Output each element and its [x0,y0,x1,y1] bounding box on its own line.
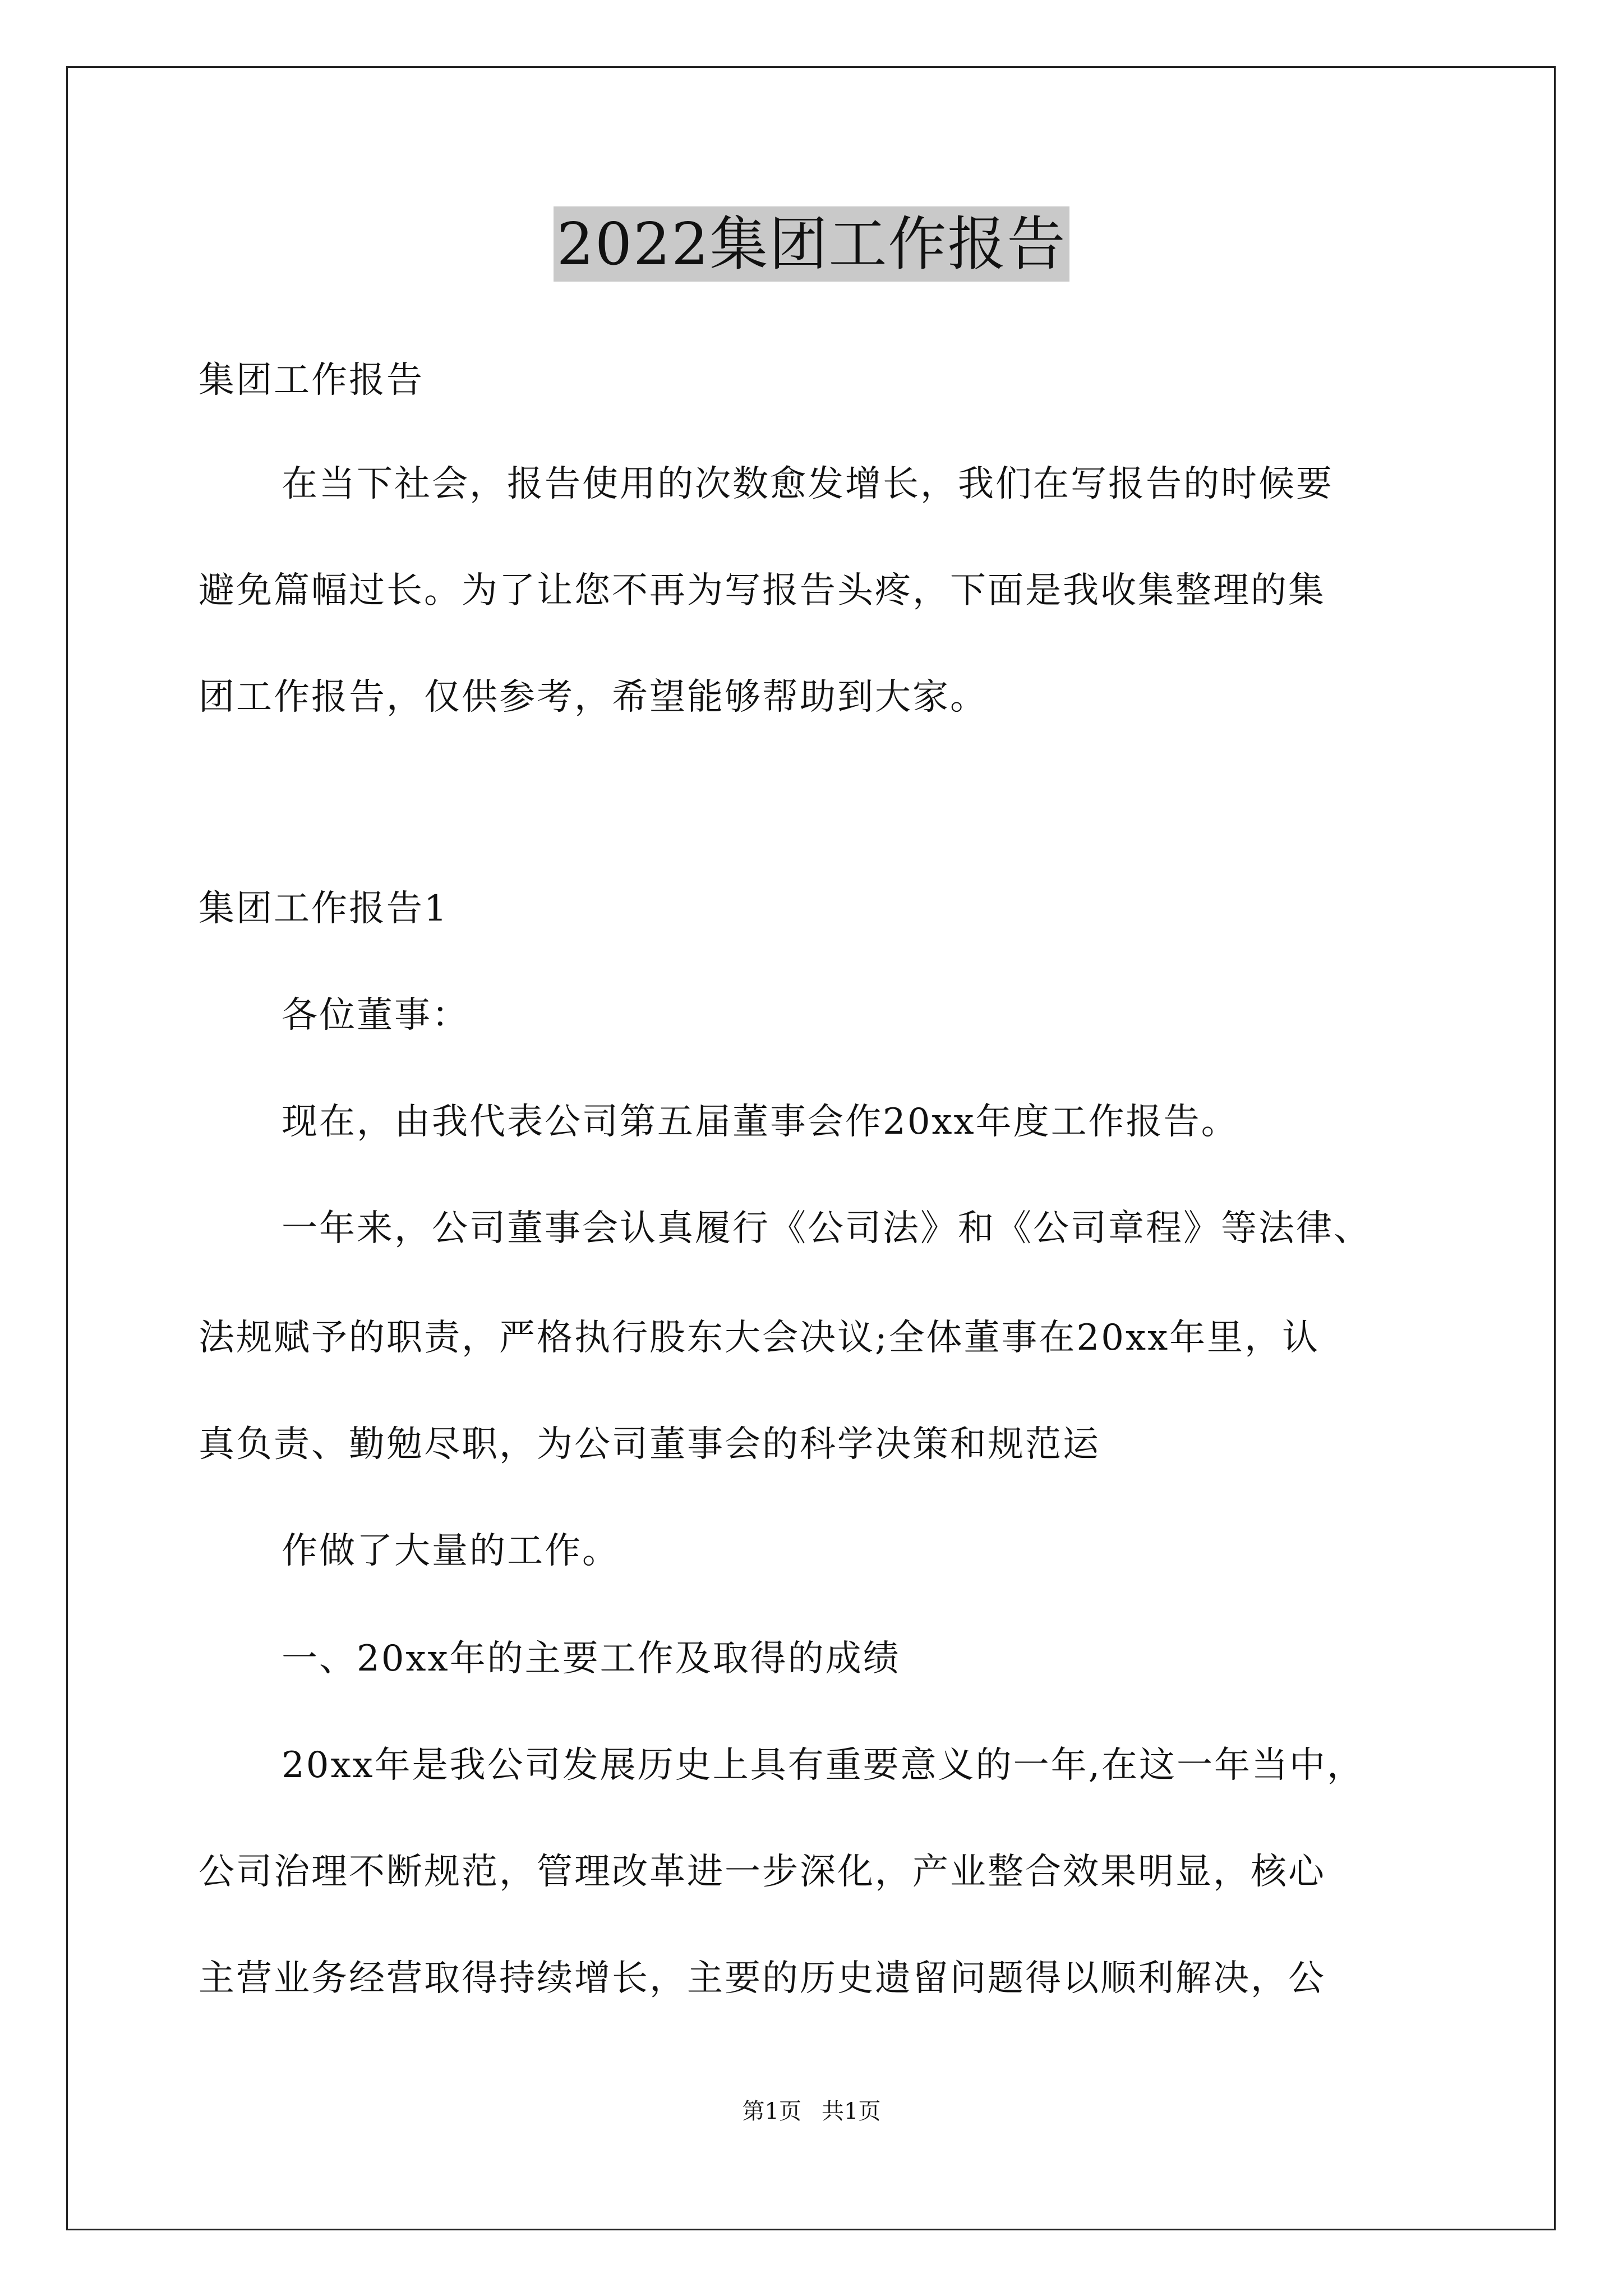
paragraph-line: 作做了大量的工作。 [282,1530,620,1572]
paragraph-line: 团工作报告，仅供参考，希望能够帮助到大家。 [199,677,988,718]
paragraph-line: 主营业务经营取得持续增长，主要的历史遗留问题得以顺利解决，公 [199,1958,1326,1999]
document-title: 2022集团工作报告 [554,206,1070,282]
paragraph-line: 各位董事： [282,995,469,1036]
page-total: 共1页 [822,2099,881,2124]
paragraph-line: 20xx年是我公司发展历史上具有重要意义的一年,在这一年当中， [282,1745,1364,1786]
title-container [0,206,1623,282]
paragraph-line: 一、20xx年的主要工作及取得的成绩 [282,1638,901,1680]
page-footer [0,2097,1623,2126]
section-heading: 集团工作报告 [199,360,424,401]
paragraph-line: 法规赋予的职责，严格执行股东大会决议;全体董事在20xx年里，认 [199,1317,1320,1359]
paragraph-line: 在当下社会，报告使用的次数愈发增长，我们在写报告的时候要 [282,463,1334,505]
page-current: 第1页 [742,2099,801,2124]
paragraph-line: 一年来，公司董事会认真履行《公司法》和《公司章程》等法律、 [282,1208,1371,1249]
paragraph-line: 真负责、勤勉尽职，为公司董事会的科学决策和规范运 [199,1424,1100,1465]
paragraph-line: 公司治理不断规范，管理改革进一步深化，产业整合效果明显，核心 [199,1851,1326,1893]
section-heading: 集团工作报告1 [199,888,449,930]
paragraph-line: 现在，由我代表公司第五届董事会作20xx年度工作报告。 [282,1101,1239,1143]
paragraph-line: 避免篇幅过长。为了让您不再为写报告头疼，下面是我收集整理的集 [199,570,1326,611]
